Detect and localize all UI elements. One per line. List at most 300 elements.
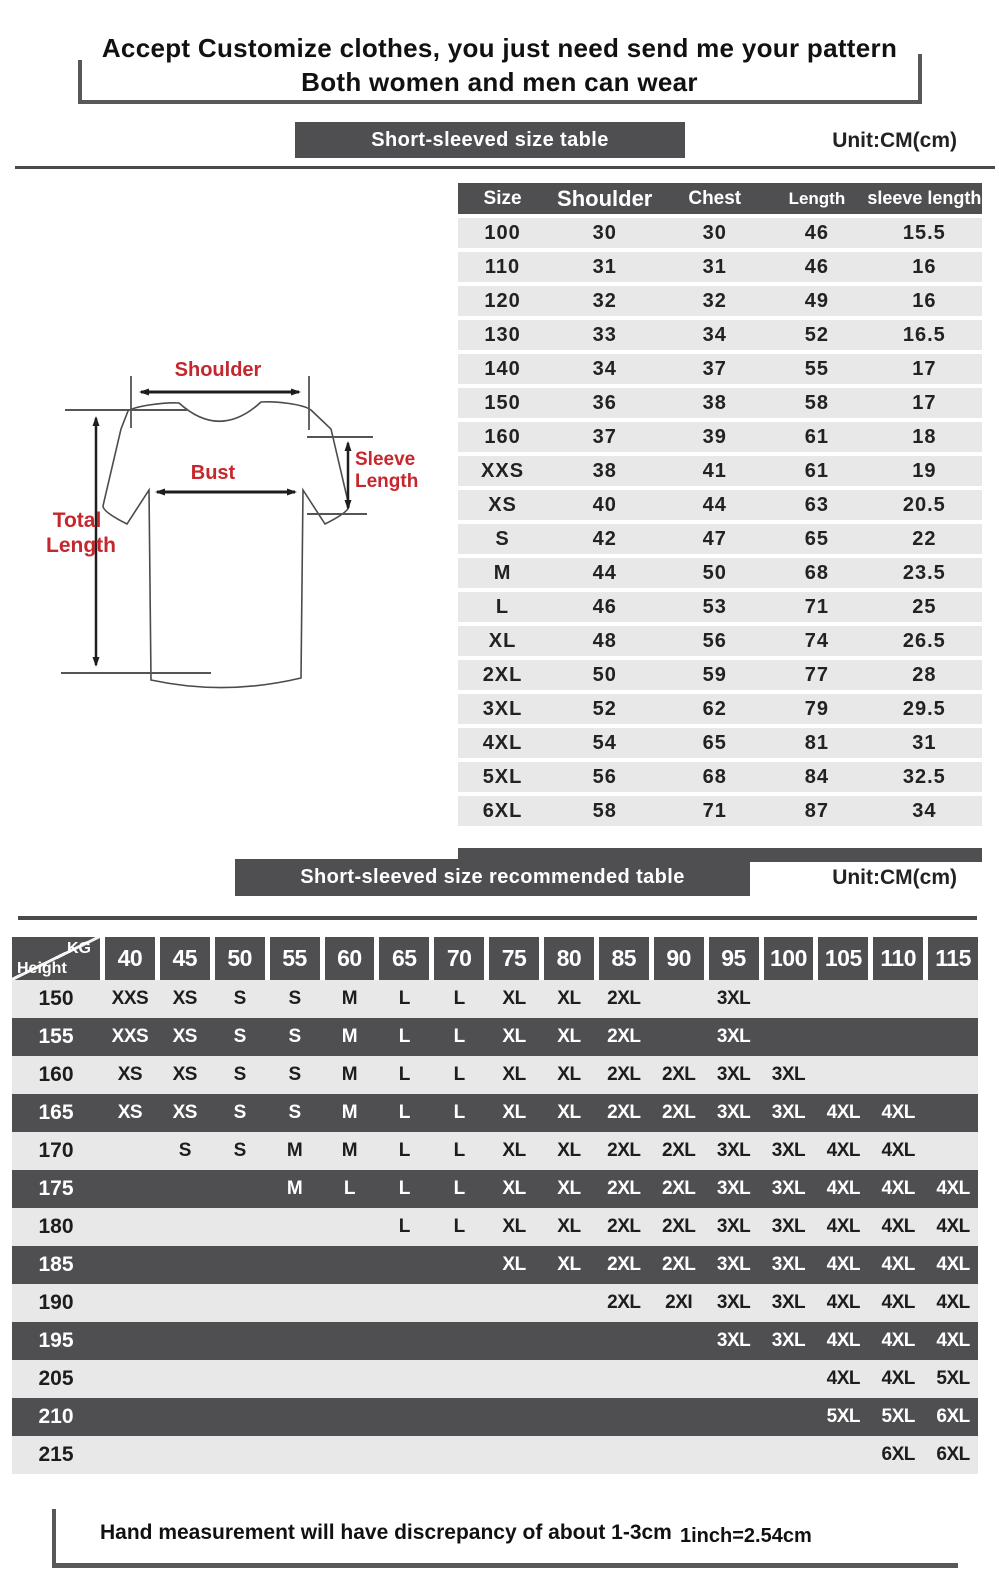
rec-size-cell: XL [557,1216,581,1237]
corner-height-label: Height [17,960,67,977]
rec-size-cell: 3XL [716,1292,751,1313]
rec-size-cell: XL [502,1064,526,1085]
rec-size-cell: XL [502,1102,526,1123]
rec-size-cell: 4XL [826,1140,860,1161]
sleeve-label-line2: Length [355,471,419,492]
rec-size-cell: XL [557,988,581,1009]
size-table-cell: 28 [867,660,982,690]
size-table-header-chest: Chest [662,183,767,214]
size-table-cell: 36 [547,388,662,418]
size-table-cell: 130 [458,320,547,350]
rec-size-cell: M [341,1064,358,1085]
rec-size-cell: 2XL [662,1178,696,1199]
size-table-row [458,558,982,588]
rec-size-cell: 3XL [771,1064,806,1085]
size-table-cell: XS [458,490,547,520]
size-table-cell: 25 [867,592,982,622]
rec-size-cell: XL [557,1254,581,1275]
rec-size-cell: 3XL [716,1254,751,1275]
height-label: 210 [38,1405,74,1428]
rec-table-row [12,1056,978,1094]
size-table-cell: 46 [547,592,662,622]
weight-header-cell: 110 [873,937,923,980]
rec-size-cell: 3XL [716,1330,751,1351]
height-label: 160 [38,1063,74,1086]
size-table-cell: 87 [767,796,867,826]
size-table-cell: 4XL [458,728,547,758]
weight-header-cell: 85 [599,937,649,980]
rec-size-cell: L [453,988,465,1009]
rec-size-cell: XL [557,1178,581,1199]
size-table-cell: 32.5 [867,762,982,792]
rec-size-cell: L [398,1102,410,1123]
size-table-body [458,218,982,826]
size-table-cell: 48 [547,626,662,656]
rec-size-cell: XL [502,1216,526,1237]
rec-size-cell: M [286,1178,303,1199]
size-table-cell: M [458,558,547,588]
rec-size-cell: 3XL [771,1102,806,1123]
rec-table-row [12,1018,978,1056]
size-table-cell: 46 [767,218,867,248]
size-table-cell: 17 [867,388,982,418]
rec-size-cell: 3XL [716,1216,751,1237]
banner-line-2: Both women and men can wear [301,67,698,97]
rec-size-cell: S [233,1102,246,1123]
recommended-table [12,937,978,1474]
recommended-table-unit: Unit:CM(cm) [832,866,957,889]
size-table-cell: 31 [547,252,662,282]
weight-header-cell: 65 [379,937,429,980]
size-table-cell: 71 [662,796,767,826]
size-table-cell: 46 [767,252,867,282]
banner-border-left [78,60,82,104]
size-table-row [458,762,982,792]
rec-size-cell: 4XL [936,1330,970,1351]
rec-size-cell: L [398,1026,410,1047]
rec-size-cell: 4XL [881,1368,915,1389]
rec-size-cell: 4XL [881,1292,915,1313]
size-table-cell: 38 [662,388,767,418]
rec-size-cell: XXS [111,1026,149,1047]
size-table-cell: L [458,592,547,622]
rec-size-cell: M [286,1140,303,1161]
rec-size-cell: L [453,1026,465,1047]
height-label: 155 [38,1025,74,1048]
weight-header-cell: 70 [434,937,484,980]
rec-size-cell: S [233,1140,246,1161]
corner-kg-label: KG [67,940,91,957]
rec-size-cell: M [341,1026,358,1047]
size-table-cell: 47 [662,524,767,554]
size-table-cell: S [458,524,547,554]
size-table-cell: 30 [547,218,662,248]
rec-size-cell: 2XL [607,1216,641,1237]
size-table-cell: 120 [458,286,547,316]
rec-size-cell: XL [502,1026,526,1047]
size-table-row [458,592,982,622]
rec-size-cell: L [398,1064,410,1085]
rec-size-cell: XL [557,1140,581,1161]
size-table-cell: 50 [547,660,662,690]
rec-size-cell: 3XL [716,1178,751,1199]
banner-border-right [918,54,922,104]
weight-header-cell: 40 [105,937,155,980]
rec-size-cell: 4XL [936,1216,970,1237]
size-table-cell: 77 [767,660,867,690]
rec-size-cell: L [398,1178,410,1199]
size-table-row [458,660,982,690]
rec-table-row [12,1094,978,1132]
size-table-cell: 44 [662,490,767,520]
rec-table-row [12,1360,978,1398]
rec-size-cell: 2XL [607,1178,641,1199]
size-table-cell: 65 [767,524,867,554]
weight-header-cell: 95 [709,937,759,980]
rec-size-cell: S [288,1102,301,1123]
size-table-header-sleeve: sleeve length [867,183,982,214]
weight-header-cell: 60 [325,937,375,980]
rec-size-cell: 4XL [826,1178,860,1199]
size-table-cell: 20.5 [867,490,982,520]
rec-size-cell: M [341,988,358,1009]
rec-table-row [12,980,978,1018]
size-table-unit: Unit:CM(cm) [832,129,957,152]
size-table-cell: 58 [547,796,662,826]
size-table-cell: 6XL [458,796,547,826]
footer-border-left [52,1509,56,1567]
size-table-cell: 37 [662,354,767,384]
size-table-cell: 58 [767,388,867,418]
rec-header-row [12,937,978,980]
rec-size-cell: S [288,988,301,1009]
weight-header-cell: 75 [489,937,539,980]
size-table-cell: 52 [767,320,867,350]
rec-size-cell: 2XL [662,1216,696,1237]
rec-table-row [12,1436,978,1474]
rec-size-cell: 4XL [826,1330,860,1351]
size-table-cell: 23.5 [867,558,982,588]
size-table-cell: 2XL [458,660,547,690]
weight-header-cell: 105 [818,937,868,980]
rec-size-cell: XS [117,1064,143,1085]
rec-table-row [12,1208,978,1246]
size-table-cell: 62 [662,694,767,724]
rec-size-cell: 4XL [826,1102,860,1123]
rec-size-cell: 4XL [826,1216,860,1237]
size-table-row [458,694,982,724]
banner-line-1: Accept Customize clothes, you just need send me your pattern [101,33,898,63]
weight-header-cell: 50 [215,937,265,980]
size-table-cell: 22 [867,524,982,554]
size-table-row [458,456,982,486]
size-table-cell: 31 [662,252,767,282]
size-table-cell: 110 [458,252,547,282]
rec-size-cell: S [233,1026,246,1047]
size-table-cell: 65 [662,728,767,758]
height-label: 215 [38,1443,74,1466]
size-table-row [458,252,982,282]
total-length-label-line1: Total [52,509,102,532]
rec-size-cell: XL [557,1026,581,1047]
rec-size-cell: 3XL [716,1064,751,1085]
size-table-cell: 32 [662,286,767,316]
size-table-cell: 53 [662,592,767,622]
size-table-cell: 44 [547,558,662,588]
rec-size-cell: XL [502,1254,526,1275]
size-table-cell: 30 [662,218,767,248]
rec-size-cell: 5XL [936,1368,970,1389]
size-table-cell: 140 [458,354,547,384]
size-table-cell: 34 [547,354,662,384]
rec-size-cell: 2XL [607,988,641,1009]
size-table-cell: 61 [767,456,867,486]
footer-note: Hand measurement will have discrepancy of about 1-3cm [100,1521,672,1544]
size-table-cell: 29.5 [867,694,982,724]
size-table-row [458,388,982,418]
size-table-cell: XXS [458,456,547,486]
rec-size-cell: L [398,1216,410,1237]
size-table-row [458,422,982,452]
rec-table-row [12,1170,978,1208]
rec-size-cell: 4XL [881,1254,915,1275]
size-table-cell: 150 [458,388,547,418]
size-table-cell: 160 [458,422,547,452]
size-table-cell: 26.5 [867,626,982,656]
size-table-cell: 41 [662,456,767,486]
size-table [458,179,982,830]
rec-size-cell: XL [502,1178,526,1199]
tshirt-diagram [15,340,445,700]
rec-size-cell: L [398,988,410,1009]
size-table-cell: 68 [767,558,867,588]
rec-size-cell: L [398,1140,410,1161]
size-table-cell: 50 [662,558,767,588]
rec-size-cell: 3XL [771,1330,806,1351]
rec-size-cell: L [453,1216,465,1237]
size-table-cell: 55 [767,354,867,384]
size-table-row [458,320,982,350]
size-table-cell: 16 [867,252,982,282]
size-table-cell: 19 [867,456,982,486]
height-label: 205 [38,1367,74,1390]
rec-size-cell: 3XL [771,1292,806,1313]
rec-size-cell: XS [172,1102,197,1123]
rec-size-cell: S [288,1064,301,1085]
size-table-cell: 37 [547,422,662,452]
rec-size-cell: 3XL [771,1216,806,1237]
height-label: 190 [38,1291,74,1314]
rec-size-cell: XS [172,1026,197,1047]
rec-size-cell: S [233,988,246,1009]
rec-size-cell: XL [502,988,526,1009]
rec-size-cell: L [453,1064,465,1085]
rec-size-cell: L [453,1178,465,1199]
rec-size-cell: 4XL [936,1292,970,1313]
size-table-cell: 81 [767,728,867,758]
size-table-row [458,354,982,384]
rec-size-cell: M [341,1102,358,1123]
size-table-cell: 34 [867,796,982,826]
rec-size-cell: XL [557,1064,581,1085]
footer-conversion: 1inch=2.54cm [680,1525,812,1547]
recommended-table-title: Short-sleeved size recommended table [235,859,750,896]
weight-header-cell: 45 [160,937,210,980]
height-label: 165 [38,1101,74,1124]
rec-size-cell: 2XL [607,1292,641,1313]
size-table-cell: 18 [867,422,982,452]
height-label: 170 [38,1139,74,1162]
rec-size-cell: 2XL [607,1064,641,1085]
rec-size-cell: L [343,1178,355,1199]
size-table-cell: 34 [662,320,767,350]
size-table-header-row [458,183,982,214]
rec-size-cell: 2XL [607,1140,641,1161]
size-table-cell: 79 [767,694,867,724]
rec-size-cell: 6XL [881,1444,915,1465]
size-table-row [458,286,982,316]
size-table-cell: 16.5 [867,320,982,350]
rec-size-cell: 4XL [881,1102,915,1123]
size-table-cell: 31 [867,728,982,758]
size-table-cell: XL [458,626,547,656]
rec-size-cell: 2XL [662,1140,696,1161]
rec-size-cell: 2XI [665,1292,693,1313]
size-table-row [458,524,982,554]
banner-border-bottom [78,100,922,104]
rec-size-cell: 6XL [936,1406,970,1427]
rec-table-row [12,1284,978,1322]
size-table-header-shoulder: Shoulder [547,183,662,214]
rec-size-cell: 3XL [716,988,751,1009]
size-table-cell: 38 [547,456,662,486]
size-table-cell: 61 [767,422,867,452]
rec-size-cell: 3XL [716,1140,751,1161]
size-table-cell: 100 [458,218,547,248]
size-table-header-size: Size [458,183,547,214]
rec-size-cell: 4XL [881,1216,915,1237]
size-table-cell: 3XL [458,694,547,724]
rec-size-cell: XL [557,1102,581,1123]
corner-cell [12,937,100,980]
size-table-row [458,626,982,656]
size-table-cell: 16 [867,286,982,316]
bust-label: Bust [190,462,236,484]
rec-size-cell: XL [502,1140,526,1161]
size-table-cell: 15.5 [867,218,982,248]
rec-size-cell: S [178,1140,191,1161]
size-table-row [458,218,982,248]
rec-table-rows [12,980,978,1474]
size-table-cell: 32 [547,286,662,316]
size-table-cell: 40 [547,490,662,520]
rec-size-cell: 2XL [662,1254,696,1275]
rec-size-cell: 3XL [716,1102,751,1123]
rec-size-cell: 4XL [936,1178,970,1199]
rec-size-cell: 4XL [826,1292,860,1313]
size-table-cell: 59 [662,660,767,690]
rec-size-cell: 5XL [881,1406,915,1427]
rec-size-cell: 4XL [936,1254,970,1275]
tshirt-outline [103,402,349,688]
rec-table-row [12,1132,978,1170]
rec-size-cell: 4XL [881,1330,915,1351]
shoulder-label: Shoulder [174,359,262,381]
size-table-cell: 84 [767,762,867,792]
size-table-cell: 5XL [458,762,547,792]
size-table-cell: 49 [767,286,867,316]
weight-header-cell: 90 [654,937,704,980]
size-table-cell: 52 [547,694,662,724]
rec-size-cell: XXS [111,988,149,1009]
height-label: 180 [38,1215,74,1238]
section-divider-2 [18,916,977,920]
rec-size-cell: M [341,1140,358,1161]
rec-table-row [12,1246,978,1284]
rec-size-cell: 3XL [771,1254,806,1275]
size-table-cell: 71 [767,592,867,622]
size-table-cell: 56 [662,626,767,656]
size-table-cell: 33 [547,320,662,350]
size-table-cell: 63 [767,490,867,520]
section-divider [15,166,995,169]
rec-size-cell: L [453,1102,465,1123]
rec-table-row [12,1322,978,1360]
footer-border-bottom [52,1563,958,1568]
weight-header-cell: 80 [544,937,594,980]
size-table-row [458,796,982,826]
rec-size-cell: 4XL [881,1178,915,1199]
sleeve-label-line1: Sleeve [355,449,416,470]
rec-size-cell: 4XL [826,1368,860,1389]
rec-size-cell: 3XL [771,1178,806,1199]
rec-size-cell: XS [172,988,197,1009]
size-table-cell: 68 [662,762,767,792]
rec-size-cell: 5XL [826,1406,860,1427]
rec-size-cell: 4XL [826,1254,860,1275]
height-label: 195 [38,1329,74,1352]
size-table-cell: 42 [547,524,662,554]
rec-size-cell: 2XL [662,1064,696,1085]
rec-size-cell: 2XL [662,1102,696,1123]
rec-size-cell: 2XL [607,1026,641,1047]
size-table-cell: 54 [547,728,662,758]
rec-size-cell: XS [117,1102,143,1123]
size-table-cell: 39 [662,422,767,452]
rec-table-row [12,1398,978,1436]
weight-header-cell: 115 [928,937,978,980]
rec-size-cell: L [453,1140,465,1161]
rec-size-cell: 4XL [881,1140,915,1161]
weight-header-cell: 55 [270,937,320,980]
size-table-title: Short-sleeved size table [295,122,685,158]
size-table-header-length: Length [767,183,867,214]
rec-size-cell: XS [172,1064,197,1085]
rec-size-cell: S [233,1064,246,1085]
rec-size-cell: 6XL [936,1444,970,1465]
size-table-cell: 56 [547,762,662,792]
total-length-label-line2: Length [46,534,116,557]
size-table-cell: 17 [867,354,982,384]
size-table-row [458,728,982,758]
size-table-row [458,490,982,520]
weight-header-cell: 100 [764,937,814,980]
height-label: 175 [38,1177,74,1200]
rec-size-cell: S [288,1026,301,1047]
size-table-cell: 74 [767,626,867,656]
height-label: 150 [38,987,74,1010]
rec-size-cell: 3XL [771,1140,806,1161]
